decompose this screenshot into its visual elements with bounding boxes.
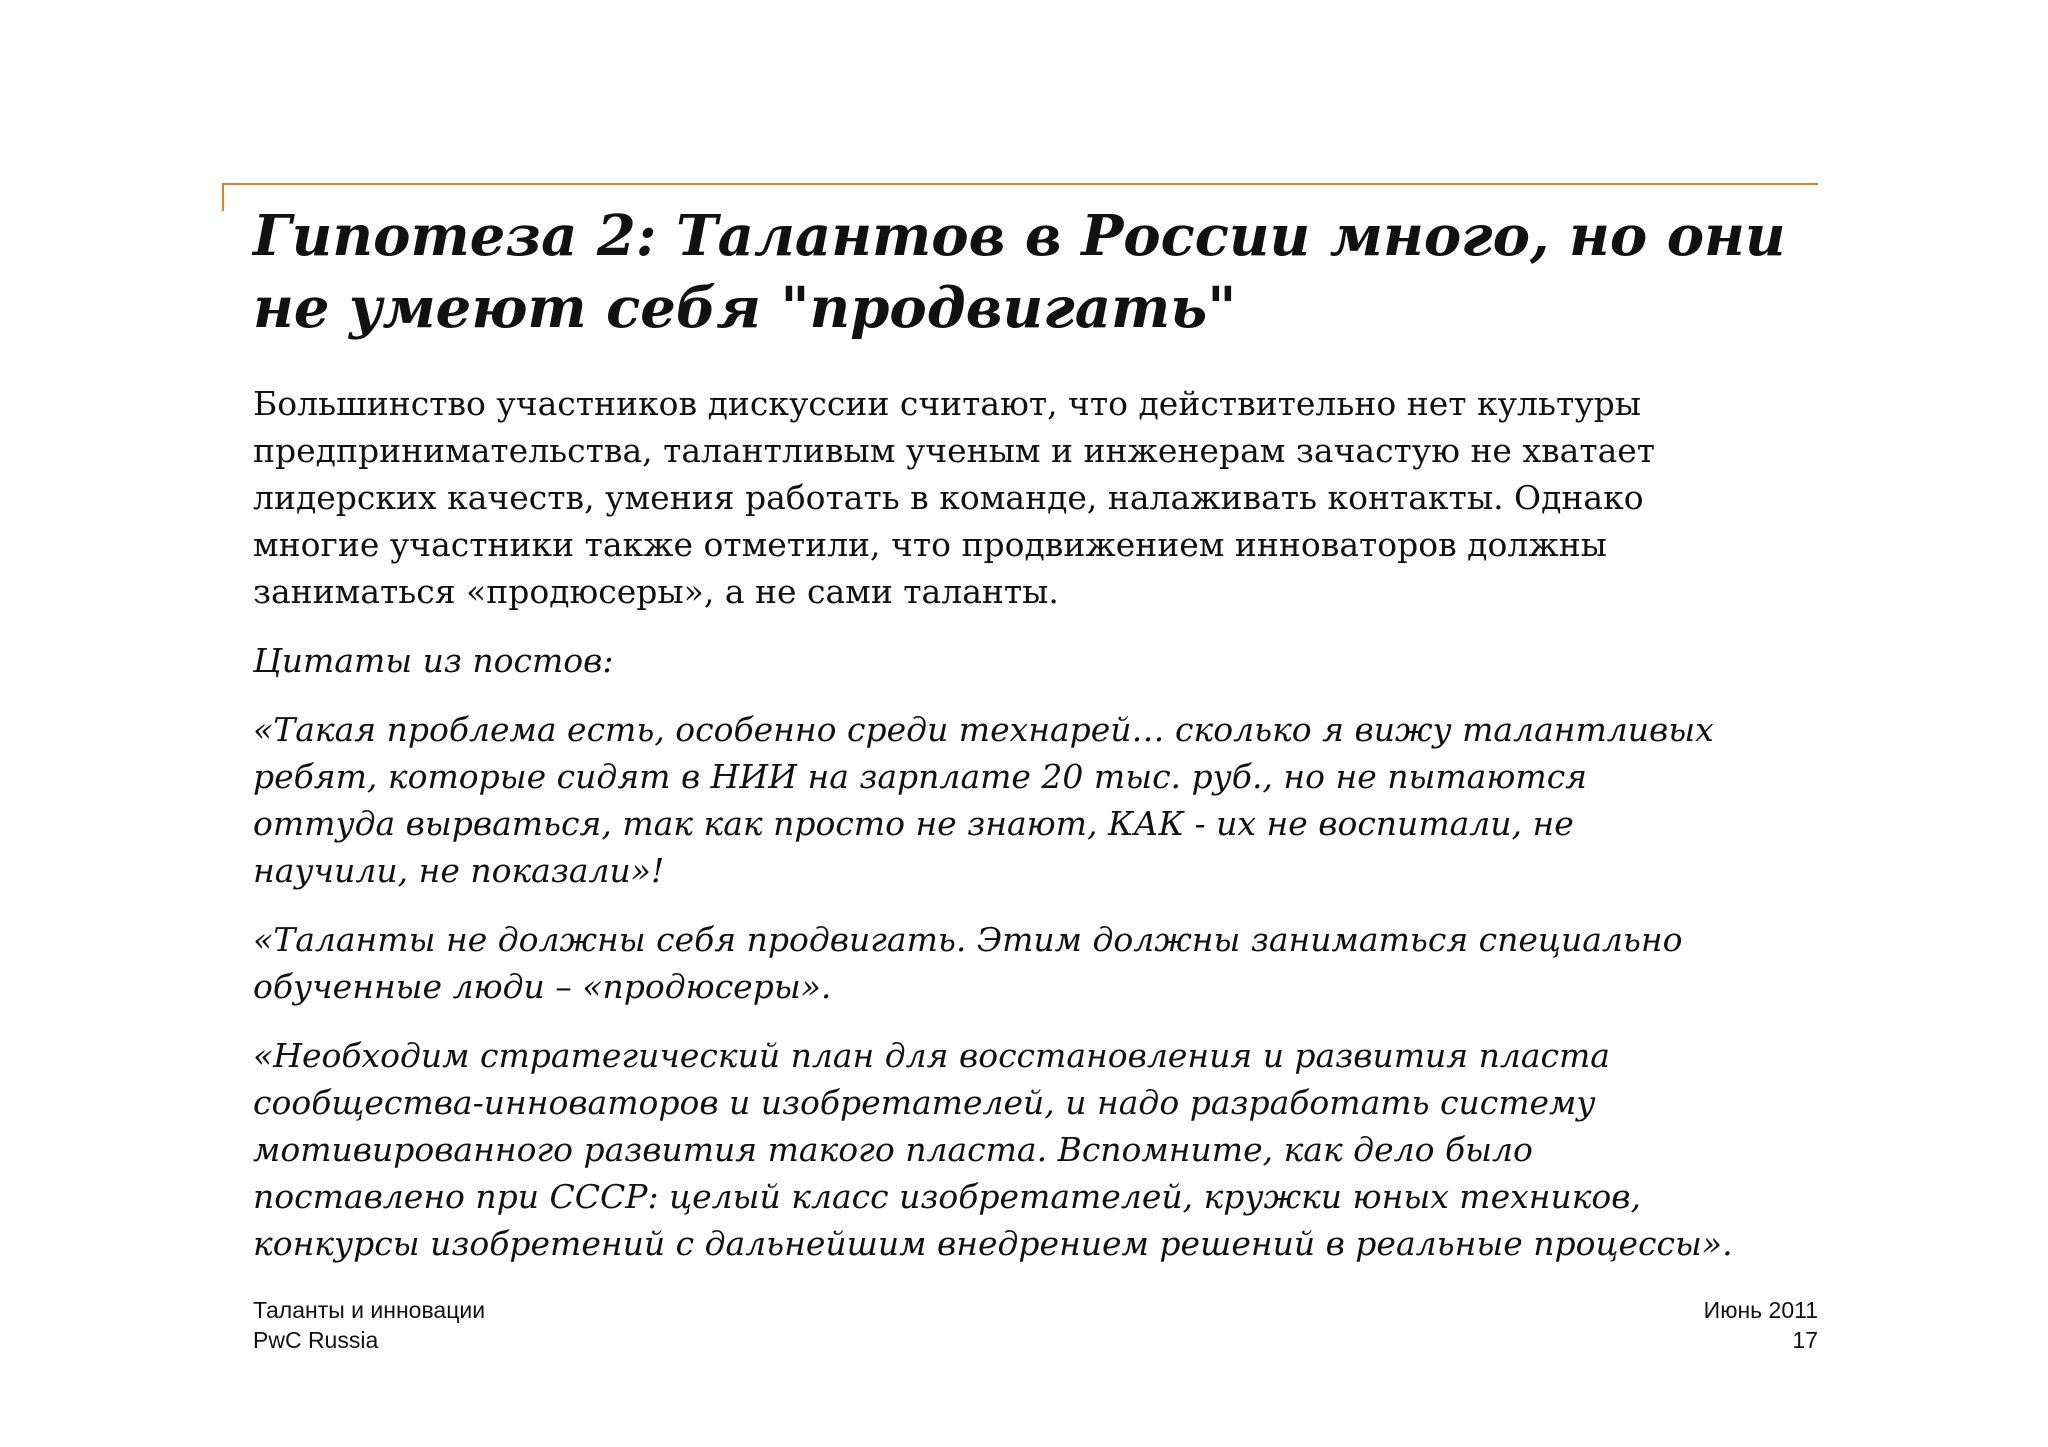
footer-company: PwC Russia (253, 1327, 379, 1353)
slide-content (253, 200, 1813, 1267)
quote-line: конкурсы изобретений с дальнейшим внедрением решений в реальные процессы». (253, 1224, 1733, 1263)
intro-line: заниматься «продюсеры», а не сами таланты. (253, 572, 1059, 611)
footer-date: Июнь 2011 (1703, 1297, 1818, 1323)
quote-line: поставлено при СССР: целый класс изобретателей, кружки юных техников, (253, 1177, 1641, 1216)
quote-3 (253, 1032, 1813, 1267)
quotes-heading: Цитаты из постов: (253, 641, 614, 680)
quote-line: научили, не показали»! (253, 851, 665, 890)
intro-line: многие участники также отметили, что продвижением инноваторов должны (253, 525, 1607, 564)
intro-line: Большинство участников дискуссии считают, что действительно нет культуры (253, 384, 1642, 423)
intro-line: лидерских качеств, умения работать в команде, налаживать контакты. Однако (253, 478, 1644, 517)
quote-line: мотивированного развития такого пласта. Вспомните, как дело было (253, 1130, 1533, 1169)
slide-title-line: Гипотеза 2: Талантов в России много, но они (253, 203, 1786, 269)
quote-2 (253, 916, 1813, 1010)
footer-left (253, 1295, 485, 1355)
quote-line: «Таланты не должны себя продвигать. Этим должны заниматься специально (253, 920, 1683, 959)
page-number: 17 (1792, 1327, 1818, 1353)
quote-line: оттуда вырваться, так как просто не знают, КАК - их не воспитали, не (253, 804, 1574, 843)
quote-line: обученные люди – «продюсеры». (253, 967, 832, 1006)
quote-1 (253, 706, 1813, 894)
title-accent-corner (222, 183, 224, 211)
quote-line: ребят, которые сидят в НИИ на зарплате 20 тыс. руб., но не пытаются (253, 757, 1588, 796)
quote-line: сообщества-инноваторов и изобретателей, и надо разработать систему (253, 1083, 1596, 1122)
quote-line: «Необходим стратегический план для восстановления и развития пласта (253, 1036, 1610, 1075)
slide-title-line: не умеют себя "продвигать" (253, 275, 1237, 341)
slide-title (253, 200, 1813, 344)
intro-paragraph (253, 380, 1813, 615)
title-accent-rule (222, 183, 1818, 185)
quote-line: «Такая проблема есть, особенно среди технарей… сколько я вижу талантливых (253, 710, 1714, 749)
intro-line: предпринимательства, талантливым ученым и инженерам зачастую не хватает (253, 431, 1656, 470)
footer-right (1704, 1295, 1818, 1355)
footer-topic: Таланты и инновации (253, 1297, 486, 1323)
